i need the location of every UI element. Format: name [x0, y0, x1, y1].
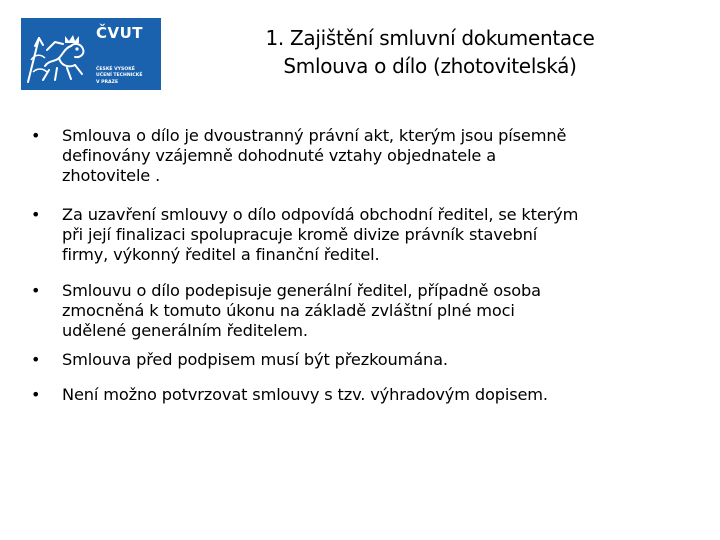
bullet-icon: •	[31, 281, 41, 300]
title-line-2: Smlouva o dílo (zhotovitelská)	[283, 54, 577, 78]
bullet-text: Není možno potvrzovat smlouvy s tzv. výhradovým dopisem.	[62, 385, 548, 404]
lion-emblem-icon	[25, 32, 89, 84]
bullet-text: Za uzavření smlouvy o dílo odpovídá obchodní ředitel, se kterým při její finalizaci spolupracuje kromě divize právník stavební firmy, výkonný ředitel a finanční ředitel.	[62, 205, 579, 264]
bullet-icon: •	[31, 126, 41, 145]
logo-line-1: ČESKÉ VYSOKÉ	[96, 67, 135, 72]
bullet-icon: •	[31, 205, 41, 224]
bullet-text: Smlouvu o dílo podepisuje generální ředitel, případně osoba zmocněná k tomuto úkonu na základě zvláštní plné moci udělené generálním ředitelem.	[62, 281, 541, 340]
logo-name: ČVUT	[96, 24, 144, 42]
bullet-text: Smlouva před podpisem musí být přezkoumána.	[62, 350, 448, 369]
logo-line-2: UČENÍ TECHNICKÉ	[96, 73, 143, 79]
slide-title	[170, 24, 690, 80]
logo-subtitle	[96, 67, 143, 86]
bullet-icon: •	[31, 385, 41, 404]
bullet-text: Smlouva o dílo je dvoustranný právní akt, kterým jsou písemně definovány vzájemně dohodnuté vztahy objednatele a zhotovitele .	[62, 126, 567, 185]
logo-line-3: V PRAZE	[96, 79, 119, 85]
title-line-1: 1. Zajištění smluvní dokumentace	[265, 26, 595, 50]
bullet-icon: •	[31, 350, 41, 369]
cvut-logo	[21, 18, 161, 90]
